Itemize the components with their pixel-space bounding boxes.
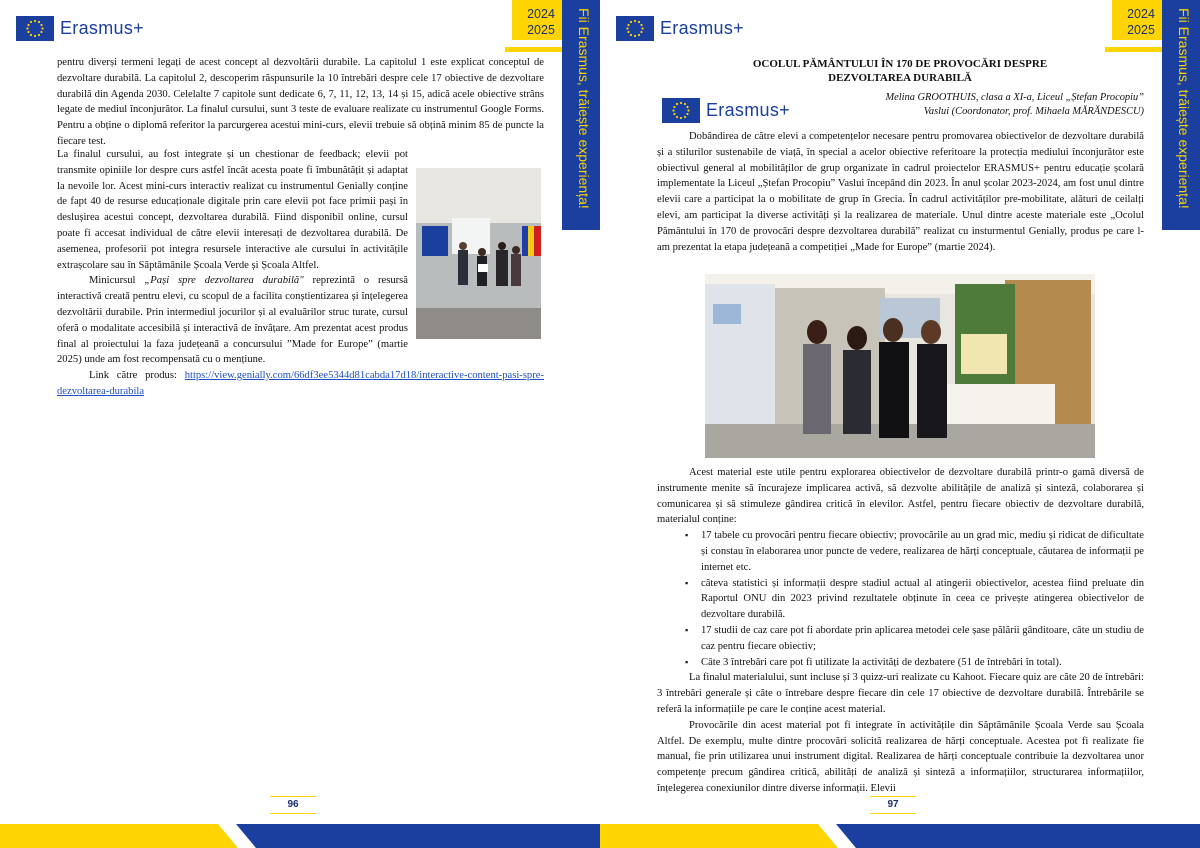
students-photo bbox=[705, 274, 1095, 458]
list-item: ▪ 17 tabele cu provocări pentru fiecare obiectiv; provocările au un grad mic, mediu și ridicat de dificultate și constau în elaborarea unor puncte de vedere, realizarea de hărți conceptuale, căutarea de informații pe internet etc. bbox=[685, 528, 1144, 575]
coordinator-line: Vaslui (Coordonator, prof. Mihaela MĂRĂNDESCU) bbox=[923, 106, 1144, 117]
right-text-intro bbox=[657, 129, 1144, 255]
paragraph: pentru diverși termeni legați de acest concept al dezvoltării durabile. La capitolul 1 este explicat conceptul de dezvoltare durabilă. La capitolul 2, descoperim răspunsurile la 10 întrebări despre cele 17 obiective de dezvoltare durabilă din Agenda 2030. Celelalte 7 capitole sunt dedicate 6, 7, 11, 12, 13, 14 și 15, adică acele obiective strâns legate de mediul înconjurător. La finalul cursului, sunt 3 teste de evaluare realizate cu instrumentul Google Forms. Pentru a obține o diplomă referitor la parcurgerea acestui mini-curs, elevii trebuie să obțină minim 85 de puncte la fiecare test. bbox=[57, 57, 544, 147]
link-label: Link către produs: bbox=[89, 370, 177, 382]
product-link-paragraph bbox=[57, 368, 544, 400]
footer-bar bbox=[0, 824, 600, 848]
brand-name: Erasmus+ bbox=[60, 18, 144, 38]
page-number: 96 bbox=[270, 796, 316, 814]
brand-name: Erasmus+ bbox=[660, 18, 744, 38]
article-title: OCOLUL PĂMÂNTULUI ÎN 170 DE PROVOCĂRI DESPRE DEZVOLTAREA DURABILĂ bbox=[752, 58, 1048, 84]
tagline: Fii Erasmus, trăiește experiența! bbox=[576, 8, 592, 209]
left-text-top bbox=[57, 55, 544, 150]
tagline: Fii Erasmus, trăiește experiența! bbox=[1176, 8, 1192, 209]
erasmus-logo bbox=[616, 16, 744, 41]
paragraph: Provocările din acest material pot fi integrate în activitățile din Săptămânile Școala Verde sau Școala Altfel. De exemplu, multe dintre procovări solicită realizarea de hărți conceptuale. Acestea pot fi realizate fie manual, fie prin utilizarea unui instrument digital. Realizarea de hărți conceptuale contribuie la dezvoltarea unor competențe precum gândirea critică, abilități de analiză și sinteză a informațiilor, structurarea informațiilor, înțelegerea conexiunilor dintre diverse informații. Elevii bbox=[657, 719, 1144, 794]
year-start: 2024 bbox=[527, 7, 555, 21]
list-item: ▪ Câte 3 întrebări care pot fi utilizate la activități de dezbatere (51 de întrebări în total). bbox=[685, 655, 1144, 671]
content-list bbox=[657, 528, 1144, 670]
erasmus-logo bbox=[16, 16, 144, 41]
right-page bbox=[600, 0, 1200, 848]
paragraph: La finalul materialului, sunt incluse și 3 quizz-uri realizate cu Kahoot. Fiecare quiz are câte 20 de întrebări: 3 întrebări generale și câte o întrebare despre fiecare din cele 17 obiective de dezvoltare durabilă. Întrebările se referă la informațiile pe care le conține acest material. bbox=[657, 672, 1144, 715]
year-end: 2025 bbox=[527, 23, 555, 37]
paragraph: La finalul cursului, au fost integrate și un chestionar de feedback; elevii pot transmite opiniile lor despre curs astfel încât acesta poate fi îmbunătățit și adaptat la nevoile lor. Acest mini-curs interactiv realizat cu instrumentul Genially conține de fapt 40 de resurse educaționale digitale prin care elevii pot face primii pași în deslușirea acestui concept, dezvoltarea durabilă. Fiind disponibil online, cursul poate fi accesat individual de către elevii interesați de dezvoltarea durabilă. De asemenea, profesorii pot integra resursele interactive ale cursului în activitățile extrașcolare sau în Săptămânile Școala Verde și Școala Altfel. bbox=[57, 149, 408, 271]
erasmus-logo-small bbox=[662, 98, 790, 123]
author-line: Melina GROOTHUIS, clasa a XI-a, Liceul „Ștefan Procopiu” bbox=[885, 92, 1144, 103]
eu-flag-icon bbox=[16, 16, 54, 41]
product-link[interactable]: https://view.genially.com/66df3ee5344d81cabda17d18/interactive-content-pasi-spre-dezvoltarea-durabila bbox=[57, 370, 544, 397]
classroom-photo bbox=[416, 168, 541, 339]
footer-bar bbox=[600, 824, 1200, 848]
year-start: 2024 bbox=[1127, 7, 1155, 21]
year-end: 2025 bbox=[1127, 23, 1155, 37]
list-item: ▪ 17 studii de caz care pot fi abordate prin aplicarea metodei cele șase pălării gânditoare, câte un studiu de caz pentru fiecare obiectiv; bbox=[685, 623, 1144, 655]
eu-flag-icon bbox=[616, 16, 654, 41]
sidebar-banner bbox=[562, 0, 600, 230]
brand-name: Erasmus+ bbox=[706, 100, 790, 120]
paragraph: Acest material este utile pentru explorarea obiectivelor de dezvoltare durabilă printr-o gamă diversă de instrumente menite să încurajeze implicarea activă, să dezvolte abilitățile de analiză și sinteză, colaborarea și comunicarea și să stimuleze gândirea critică în elevilor. Astfel, pentru fiecare obiectiv de dezvoltare durabilă, materialul conține: bbox=[657, 467, 1144, 526]
page-number: 97 bbox=[870, 796, 916, 814]
paragraph: Dobândirea de către elevi a competențelor necesare pentru promovarea obiectivelor de dezvoltare durabilă și a stilurilor sustenabile de viață, în special a acelor obiective referitoare la protecția mediului înconjurător este obiectivul general al mobilităților de grup organizate în cadrul proiectelor ERASMUS+ pentru educație școlară implementate la Liceul „Ștefan Procopiu” Vaslui începând din 2023. În anul școlar 2023-2024, am fost unul dintre elevii care a participat la o mobilitate de grup în Grecia. În cadrul activităților pre-mobilitate, alături de ceilalți elevi, am participat la diverse activități și la realizarea de materiale. Unul dintre aceste materiale este „Ocolul Pământului în 170 de provocări despre dezvoltarea durabilă” realizat cu insturmentul Genially, produs pe care l-am prezentat la etapa județeană a competiției „Made for Europe” (martie 2024). bbox=[657, 131, 1144, 253]
right-text-main bbox=[657, 465, 1144, 797]
author-block bbox=[830, 91, 1144, 119]
sidebar-banner bbox=[1162, 0, 1200, 230]
list-item: ▪ câteva statistici și informații despre stadiul actual al atingerii obiectivelor, acestea fiind preluate din Raportul ONU din 2023 privind rezultatele obținute în ceea ce privește atingerea obiectivelor de dezvoltare durabilă. bbox=[685, 576, 1144, 623]
paragraph: Minicursul „Pași spre dezvoltarea durabilă" reprezintă o resursă interactivă creată pentru elevi, cu scopul de a facilita conștientizarea și înțelegerea dezvoltării durabile. Prin intermediul jocurilor și al evaluărilor struc turate, cursul oferă o modalitate accesibilă și interactivă de învățare. Am prezentat acest produs final al proiectului la faza județeană a concursului ”Made for Europe” (martie 2025) unde am fost recompensată cu o mențiune. bbox=[57, 275, 408, 366]
eu-flag-icon bbox=[662, 98, 700, 123]
